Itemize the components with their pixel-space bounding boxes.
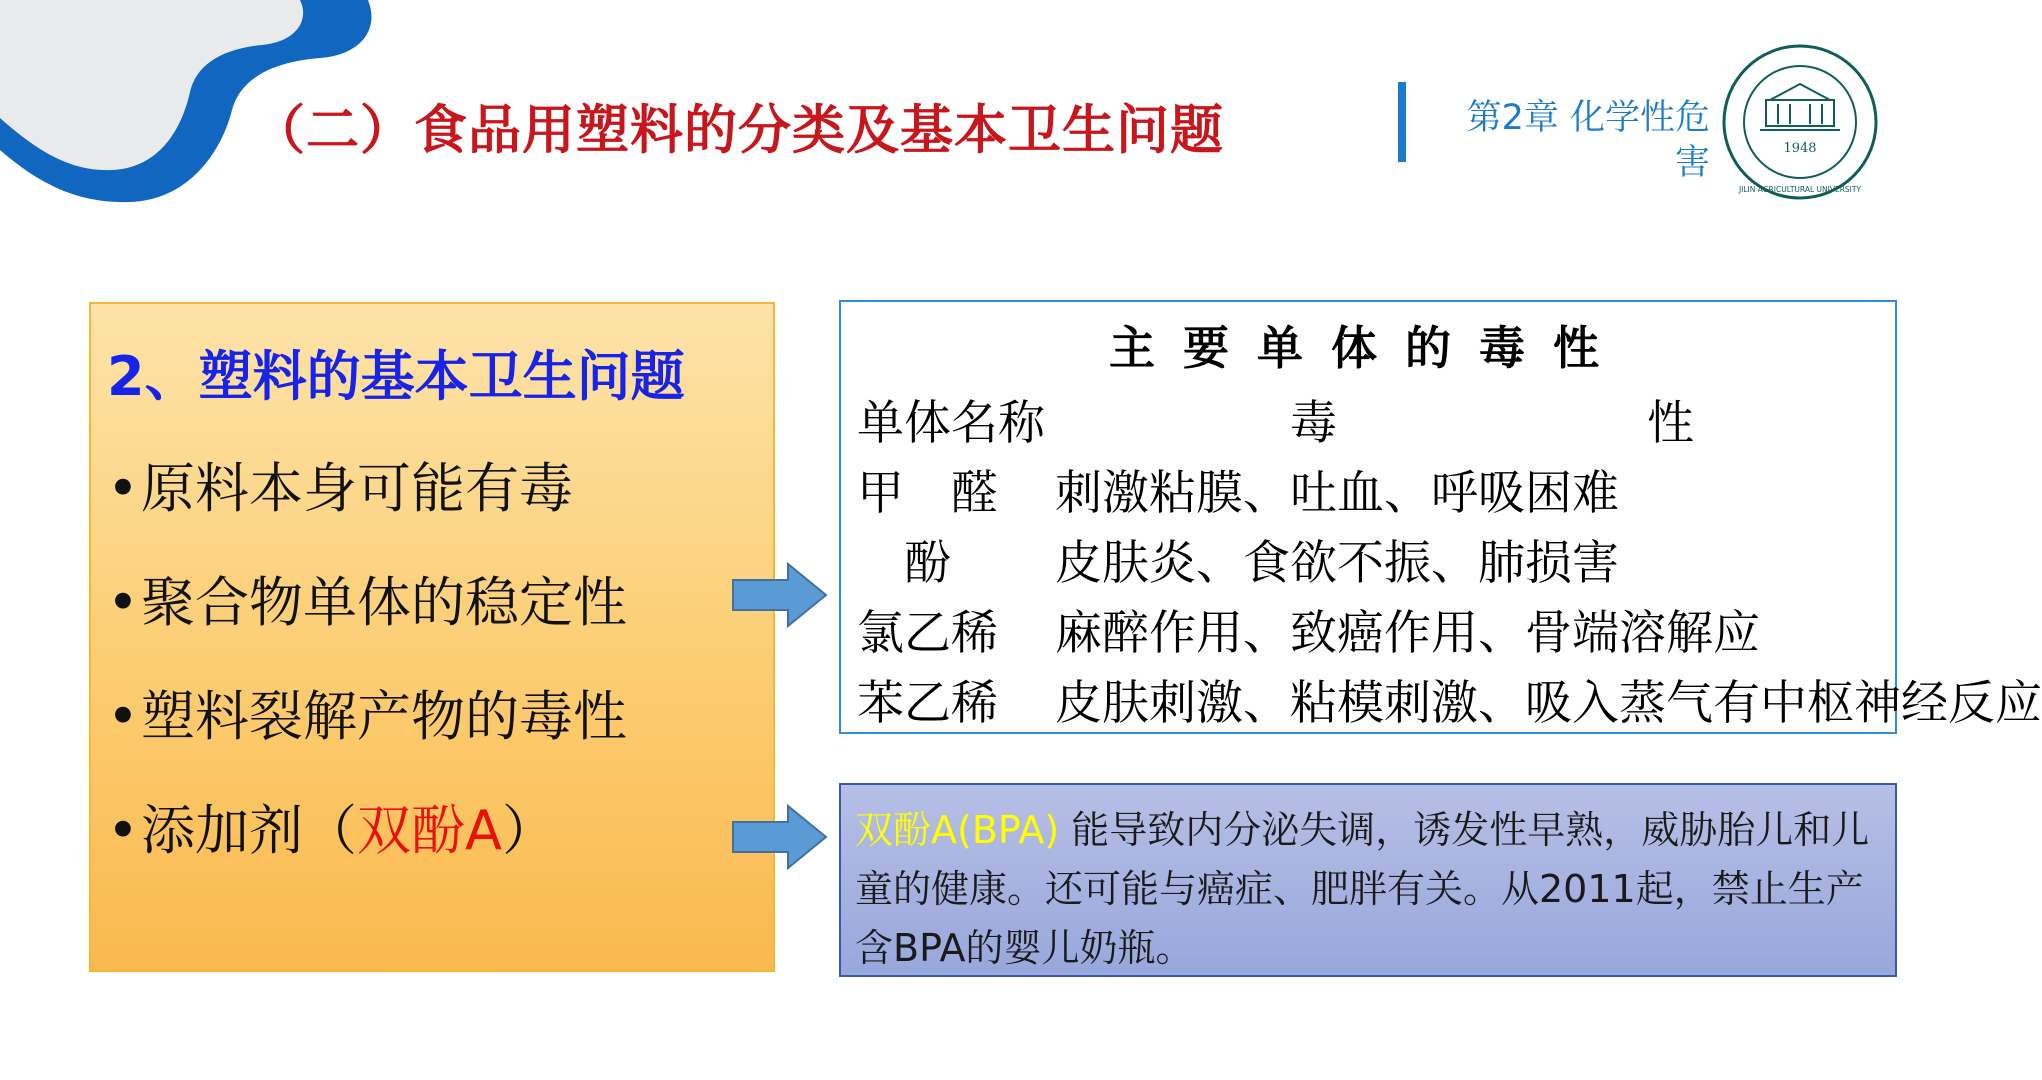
monomer-toxicity: 皮肤炎、食欲不振、肺损害 bbox=[1055, 536, 1619, 591]
header-toxic: 毒 bbox=[1290, 396, 1337, 451]
bpa-note-text: 能导致内分泌失调，诱发性早熟，威胁胎儿和儿童的健康。还可能与癌症、肥胖有关。从2011起，禁止生产含BPA的婴儿奶瓶。 bbox=[855, 808, 1870, 970]
monomer-toxicity-table bbox=[839, 300, 2042, 734]
bullet-dot: • bbox=[107, 571, 139, 634]
seal-year: 1948 bbox=[1783, 141, 1817, 156]
bullet-item bbox=[107, 446, 573, 523]
chapter-label: 第2章 化学性危害 bbox=[1466, 98, 1710, 183]
bullet-dot: • bbox=[107, 799, 139, 862]
header-nature: 性 bbox=[1647, 396, 1694, 451]
bpa-note-highlight: 双酚A(BPA) bbox=[855, 808, 1060, 852]
title-divider bbox=[1398, 82, 1406, 162]
monomer-toxicity: 麻醉作用、致癌作用、骨端溶解应 bbox=[1055, 606, 1760, 661]
table-title: 主要单体的毒性 bbox=[1109, 321, 1627, 375]
bullet-text: 添加剂（ bbox=[141, 799, 357, 862]
monomer-toxicity: 刺激粘膜、吐血、呼吸困难 bbox=[1055, 466, 1619, 521]
panel-heading: 2、塑料的基本卫生问题 bbox=[107, 345, 685, 408]
university-seal-icon bbox=[1720, 42, 1880, 202]
bullet-text-suffix: ） bbox=[501, 799, 556, 862]
right-arrow-icon bbox=[730, 560, 830, 630]
right-arrow-icon bbox=[730, 802, 830, 872]
bullet-item bbox=[107, 674, 627, 751]
monomer-name: 酚 bbox=[857, 536, 951, 591]
bullet-text: 聚合物单体的稳定性 bbox=[141, 571, 627, 634]
monomer-toxicity: 皮肤刺激、粘模刺激、吸入蒸气有中枢神经反应 bbox=[1055, 676, 2042, 731]
page-title: （二）食品用塑料的分类及基本卫生问题 bbox=[252, 100, 1224, 161]
bpa-note bbox=[839, 783, 1897, 977]
bullet-text: 原料本身可能有毒 bbox=[141, 457, 573, 520]
bpa-highlight: 双酚A bbox=[357, 799, 502, 862]
bullet-item bbox=[107, 788, 556, 865]
monomer-name: 甲 醛 bbox=[857, 466, 998, 521]
hygiene-issues-panel bbox=[89, 302, 775, 972]
bullet-dot: • bbox=[107, 457, 139, 520]
bullet-item bbox=[107, 560, 627, 637]
header-name: 单体名称 bbox=[857, 396, 1045, 451]
bullet-dot: • bbox=[107, 685, 139, 748]
seal-ring-text: JILIN AGRICULTURAL UNIVERSITY bbox=[1738, 185, 1862, 194]
monomer-name: 苯乙稀 bbox=[857, 676, 998, 731]
monomer-name: 氯乙稀 bbox=[857, 606, 998, 661]
bullet-text: 塑料裂解产物的毒性 bbox=[141, 685, 627, 748]
